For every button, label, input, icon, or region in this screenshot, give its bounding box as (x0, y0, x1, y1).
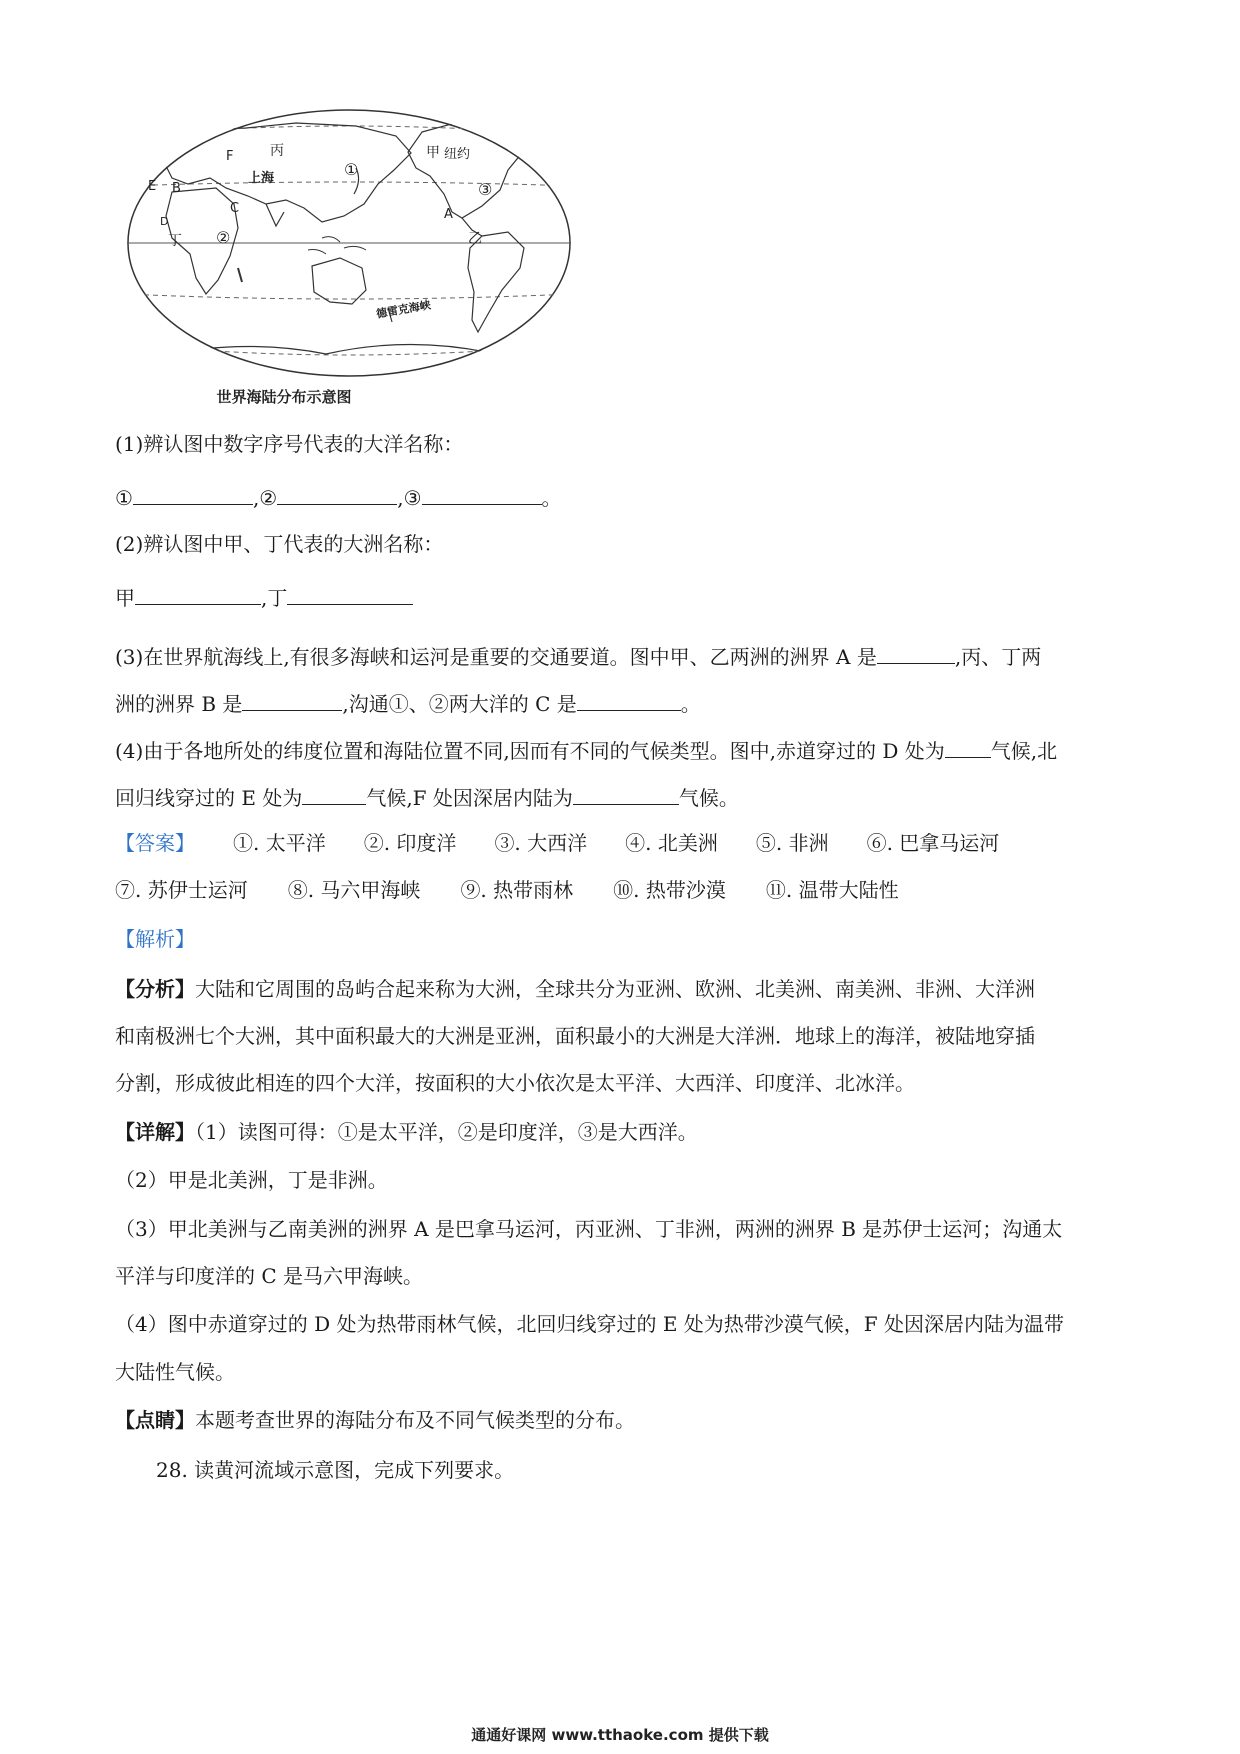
answer-item: ⑨. 热带雨林 (460, 878, 574, 902)
question-4-text: 气候。 (678, 786, 739, 810)
answer-blank[interactable] (242, 690, 342, 711)
map-label-ding: 丁 (168, 233, 182, 249)
xiangjie-line-3a: （3）甲北美洲与乙南美洲的洲界 A 是巴拿马运河，丙亚洲、丁非洲，两洲的洲界 B 是苏伊士运河；沟通太 (115, 1217, 1063, 1241)
answer-line-2 (115, 880, 899, 900)
world-map-graphic (126, 108, 572, 378)
answer-line-1 (115, 833, 999, 853)
map-label-F: F (226, 149, 234, 164)
answer-item: ⑦. 苏伊士运河 (115, 878, 248, 902)
answer-blank[interactable] (573, 784, 679, 805)
fenxi-heading: 【分析】 (115, 977, 195, 1001)
answer-item: ⑩. 热带沙漠 (613, 878, 726, 902)
sentence-end: 。 (541, 486, 562, 510)
answer-blank[interactable] (135, 584, 261, 605)
question-3-text: 。 (680, 692, 701, 716)
question-3-text: ,沟通①、②两大洋的 C 是 (342, 692, 577, 716)
answer-blank[interactable] (287, 584, 413, 605)
answer-blank[interactable] (277, 484, 397, 505)
answer-item: ①. 太平洋 (233, 831, 326, 855)
question-1-prompt: (1)辨认图中数字序号代表的大洋名称： (115, 432, 464, 456)
map-label-ocean-3: ③ (478, 180, 493, 199)
map-label-E: E (148, 179, 157, 194)
fenxi-line-3: 分割，形成彼此相连的四个大洋，按面积的大小依次是太平洋、大西洋、印度洋、北冰洋。 (115, 1071, 915, 1095)
xiangjie-line-3b: 平洋与印度洋的 C 是马六甲海峡。 (115, 1264, 424, 1288)
map-label-jia: 甲 (426, 145, 440, 161)
question-3-text: ,丙、丁两 (954, 645, 1042, 669)
answer-blank[interactable] (133, 484, 253, 505)
map-label-ocean-1: ① (344, 160, 359, 179)
answer-item: ⑧. 马六甲海峡 (287, 878, 421, 902)
dianjing-line (115, 1410, 635, 1430)
dianjing-text: 本题考查世界的海陆分布及不同气候类型的分布。 (195, 1408, 635, 1432)
question-4-text: 气候,F 处因深居内陆为 (366, 786, 573, 810)
dianjing-heading: 【点睛】 (115, 1408, 195, 1432)
xiangjie-line-4b: 大陆性气候。 (115, 1360, 235, 1384)
fenxi-line-1 (115, 979, 1035, 999)
ocean-3-marker: ,③ (397, 486, 422, 510)
question-4-text: 回归线穿过的 E 处为 (115, 786, 303, 810)
map-label-B: B (172, 181, 181, 196)
answer-blank[interactable] (577, 690, 681, 711)
map-label-shanghai: 上海 (248, 171, 275, 186)
question-4-text: (4)由于各地所处的纬度位置和海陆位置不同,因而有不同的气候类型。图中,赤道穿过的 D 处为 (115, 739, 945, 763)
map-label-bing: 丙 (270, 143, 284, 159)
answer-blank[interactable] (945, 737, 991, 758)
answer-item: ②. 印度洋 (363, 831, 457, 855)
answer-blank[interactable] (877, 643, 955, 664)
question-4-line-2 (115, 784, 739, 808)
answer-blank[interactable] (302, 784, 366, 805)
answer-blank[interactable] (422, 484, 542, 505)
map-label-A: A (444, 207, 453, 222)
question-3-text: 洲的洲界 B 是 (115, 692, 243, 716)
map-label-ocean-2: ② (216, 228, 231, 247)
question-28: 28. 读黄河流域示意图，完成下列要求。 (156, 1458, 515, 1482)
page-footer: 通通好课网 www.tthaoke.com 提供下载 (471, 1726, 769, 1744)
world-map-figure (126, 108, 572, 378)
continent-jia-marker: 甲 (115, 586, 135, 610)
question-4-text: 气候,北 (990, 739, 1058, 763)
xiangjie-heading: 【详解】 (115, 1120, 195, 1144)
fenxi-line-2: 和南极洲七个大洲，其中面积最大的大洲是亚洲，面积最小的大洲是大洋洲．地球上的海洋，被陆地穿插 (115, 1024, 1035, 1048)
question-3-text: (3)在世界航海线上,有很多海峡和运河是重要的交通要道。图中甲、乙两洲的洲界 A 是 (115, 645, 877, 669)
continent-ding-marker: ,丁 (261, 586, 288, 610)
answer-item: ⑪. 温带大陆性 (765, 878, 899, 902)
question-3-line-2 (115, 690, 701, 714)
map-label-newyork: 纽约 (444, 147, 471, 162)
answer-heading: 【答案】 (115, 831, 195, 855)
map-label-D: D (160, 215, 169, 228)
map-label-yi: 乙 (468, 231, 482, 247)
answer-item: ⑥. 巴拿马运河 (866, 831, 1000, 855)
analysis-heading: 【解析】 (115, 927, 195, 951)
answer-item: ③. 大西洋 (494, 831, 588, 855)
question-1-blanks (115, 484, 562, 508)
xiangjie-line-2: （2）甲是北美洲，丁是非洲。 (115, 1168, 388, 1192)
question-2-blanks (115, 584, 413, 608)
question-4-line-1 (115, 737, 1057, 761)
xiangjie-line-1 (115, 1122, 698, 1142)
map-label-C: C (230, 201, 240, 216)
map-caption: 世界海陆分布示意图 (216, 388, 352, 406)
fenxi-text: 大陆和它周围的岛屿合起来称为大洲，全球共分为亚洲、欧洲、北美洲、南美洲、非洲、大洋洲 (195, 977, 1035, 1001)
ocean-2-marker: ,② (252, 486, 278, 510)
xiangjie-text: （1）读图可得：①是太平洋，②是印度洋，③是大西洋。 (195, 1120, 698, 1144)
answer-item: ④. 北美洲 (625, 831, 718, 855)
xiangjie-line-4a: （4）图中赤道穿过的 D 处为热带雨林气候，北回归线穿过的 E 处为热带沙漠气候，F 处因深居内陆为温带 (115, 1312, 1065, 1336)
map-label-drake-passage: 德雷克海峡 (375, 298, 432, 321)
answer-item: ⑤. 非洲 (755, 831, 829, 855)
question-2-prompt: (2)辨认图中甲、丁代表的大洲名称： (115, 532, 444, 556)
question-3-line-1 (115, 643, 1041, 667)
ocean-1-marker: ① (115, 486, 133, 510)
